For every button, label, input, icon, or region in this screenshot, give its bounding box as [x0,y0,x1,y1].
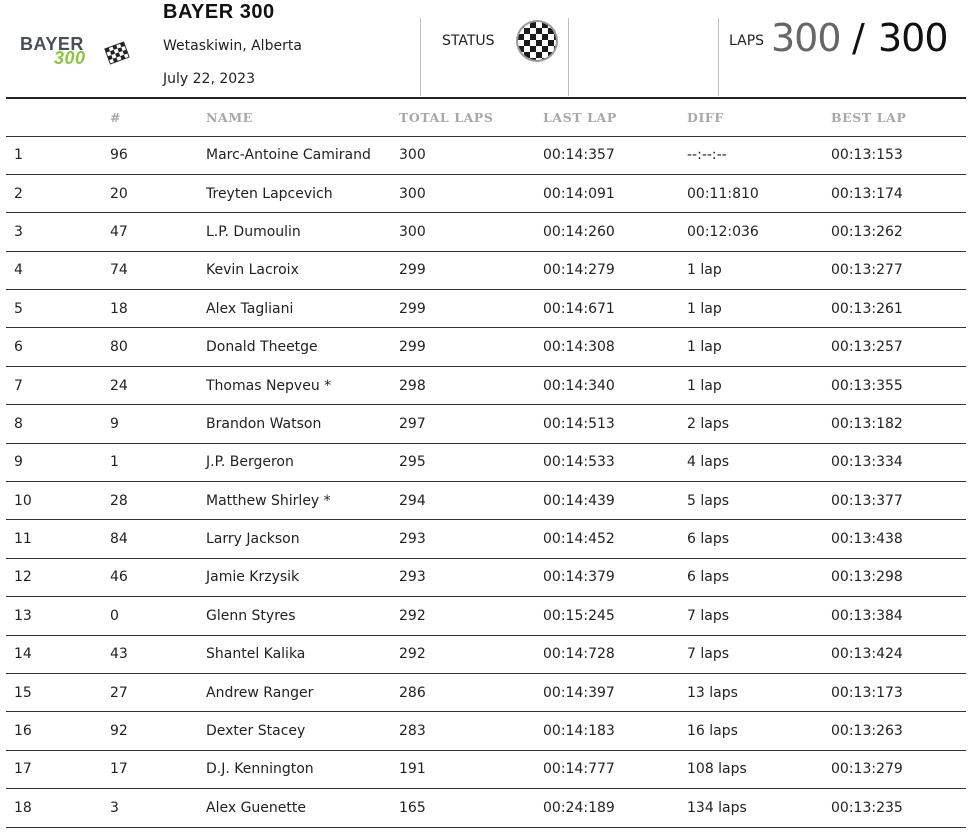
cell-total-laps: 283 [399,712,543,750]
cell-position: 8 [6,405,110,443]
col-header-diff: DIFF [687,99,831,136]
cell-last-lap: 00:15:245 [543,597,687,635]
cell-last-lap: 00:14:513 [543,405,687,443]
cell-driver-name: Larry Jackson [206,520,399,558]
cell-position: 5 [6,290,110,328]
cell-diff: 6 laps [687,520,831,558]
cell-total-laps: 299 [399,328,543,366]
cell-driver-name: Brandon Watson [206,405,399,443]
cell-position: 18 [6,789,110,827]
cell-total-laps: 300 [399,174,543,212]
col-header-name: NAME [206,99,399,136]
cell-best-lap: 00:13:277 [831,251,966,289]
laps-label: LAPS [729,33,765,49]
cell-last-lap: 00:14:091 [543,174,687,212]
table-row [6,136,966,174]
header-divider [568,18,569,96]
cell-diff: 7 laps [687,597,831,635]
col-header-best-lap: BEST LAP [831,99,966,136]
cell-total-laps: 297 [399,405,543,443]
cell-position: 12 [6,558,110,596]
cell-total-laps: 292 [399,597,543,635]
cell-last-lap: 00:14:452 [543,520,687,558]
cell-position: 16 [6,712,110,750]
cell-car-number: 96 [110,136,206,174]
laps-total: 300 [878,16,948,60]
table-row [6,174,966,212]
table-row [6,366,966,404]
cell-total-laps: 191 [399,750,543,788]
cell-last-lap: 00:14:397 [543,673,687,711]
cell-driver-name: Alex Guenette [206,789,399,827]
cell-best-lap: 00:13:263 [831,712,966,750]
cell-last-lap: 00:14:340 [543,366,687,404]
table-row [6,482,966,520]
cell-car-number: 17 [110,750,206,788]
cell-car-number: 74 [110,251,206,289]
cell-position: 9 [6,443,110,481]
cell-best-lap: 00:13:384 [831,597,966,635]
cell-diff: 6 laps [687,558,831,596]
cell-diff: 2 laps [687,405,831,443]
table-row [6,213,966,251]
cell-car-number: 80 [110,328,206,366]
cell-position: 2 [6,174,110,212]
cell-total-laps: 295 [399,443,543,481]
cell-position: 6 [6,328,110,366]
table-row [6,558,966,596]
header-divider [420,18,421,96]
race-header [0,0,968,97]
cell-car-number: 84 [110,520,206,558]
cell-driver-name: D.J. Kennington [206,750,399,788]
table-row [6,290,966,328]
cell-position: 10 [6,482,110,520]
cell-diff: 00:11:810 [687,174,831,212]
cell-car-number: 47 [110,213,206,251]
cell-car-number: 1 [110,443,206,481]
cell-diff: 4 laps [687,443,831,481]
cell-car-number: 9 [110,405,206,443]
cell-diff: 1 lap [687,251,831,289]
cell-best-lap: 00:13:173 [831,673,966,711]
table-row [6,597,966,635]
cell-diff: 16 laps [687,712,831,750]
cell-position: 3 [6,213,110,251]
cell-last-lap: 00:14:533 [543,443,687,481]
cell-position: 11 [6,520,110,558]
cell-diff: 1 lap [687,290,831,328]
cell-best-lap: 00:13:438 [831,520,966,558]
cell-car-number: 24 [110,366,206,404]
col-header-total-laps: TOTAL LAPS [399,99,543,136]
logo-brand-text: BAYER [20,34,84,54]
cell-best-lap: 00:13:377 [831,482,966,520]
cell-diff: 108 laps [687,750,831,788]
cell-position: 4 [6,251,110,289]
cell-car-number: 3 [110,789,206,827]
cell-last-lap: 00:14:260 [543,213,687,251]
event-title: BAYER 300 [163,1,275,23]
cell-last-lap: 00:14:379 [543,558,687,596]
cell-driver-name: Matthew Shirley * [206,482,399,520]
bayer-300-logo [20,34,132,74]
cell-driver-name: Treyten Lapcevich [206,174,399,212]
cell-diff: 134 laps [687,789,831,827]
cell-best-lap: 00:13:355 [831,366,966,404]
cell-best-lap: 00:13:235 [831,789,966,827]
table-row [6,251,966,289]
cell-total-laps: 298 [399,366,543,404]
cell-car-number: 28 [110,482,206,520]
cell-total-laps: 299 [399,290,543,328]
cell-total-laps: 286 [399,673,543,711]
cell-total-laps: 293 [399,520,543,558]
cell-position: 7 [6,366,110,404]
laps-separator: / [852,16,865,60]
cell-diff: --:--:-- [687,136,831,174]
logo-number-text: 300 [54,48,86,68]
cell-position: 17 [6,750,110,788]
cell-best-lap: 00:13:262 [831,213,966,251]
table-row [6,635,966,673]
table-row [6,712,966,750]
cell-last-lap: 00:14:777 [543,750,687,788]
cell-diff: 5 laps [687,482,831,520]
checkered-flag-icon [515,19,559,63]
col-header-car-number: # [110,99,206,136]
cell-total-laps: 165 [399,789,543,827]
table-row [6,520,966,558]
status-label: STATUS [442,33,495,49]
cell-total-laps: 299 [399,251,543,289]
cell-car-number: 92 [110,712,206,750]
cell-best-lap: 00:13:174 [831,174,966,212]
cell-position: 13 [6,597,110,635]
event-location: Wetaskiwin, Alberta [163,38,302,54]
cell-diff: 1 lap [687,366,831,404]
cell-position: 14 [6,635,110,673]
results-table [6,99,966,828]
results-body [6,136,966,827]
cell-diff: 1 lap [687,328,831,366]
cell-driver-name: Glenn Styres [206,597,399,635]
cell-position: 15 [6,673,110,711]
cell-best-lap: 00:13:424 [831,635,966,673]
laps-current: 300 [771,16,841,60]
cell-position: 1 [6,136,110,174]
cell-last-lap: 00:14:308 [543,328,687,366]
cell-car-number: 27 [110,673,206,711]
cell-driver-name: Shantel Kalika [206,635,399,673]
table-row [6,405,966,443]
cell-total-laps: 293 [399,558,543,596]
cell-last-lap: 00:14:183 [543,712,687,750]
cell-driver-name: L.P. Dumoulin [206,213,399,251]
header-divider [718,18,719,96]
cell-last-lap: 00:14:439 [543,482,687,520]
cell-last-lap: 00:14:357 [543,136,687,174]
cell-last-lap: 00:14:279 [543,251,687,289]
cell-best-lap: 00:13:257 [831,328,966,366]
col-header-last-lap: LAST LAP [543,99,687,136]
cell-best-lap: 00:13:261 [831,290,966,328]
cell-driver-name: Jamie Krzysik [206,558,399,596]
cell-driver-name: Alex Tagliani [206,290,399,328]
cell-total-laps: 294 [399,482,543,520]
cell-last-lap: 00:24:189 [543,789,687,827]
table-row [6,750,966,788]
table-row [6,443,966,481]
cell-driver-name: Marc-Antoine Camirand [206,136,399,174]
cell-driver-name: Andrew Ranger [206,673,399,711]
logo-checkered-flag-icon [104,40,130,66]
cell-total-laps: 300 [399,136,543,174]
cell-driver-name: Thomas Nepveu * [206,366,399,404]
table-row [6,789,966,827]
cell-diff: 13 laps [687,673,831,711]
cell-best-lap: 00:13:279 [831,750,966,788]
table-row [6,328,966,366]
cell-best-lap: 00:13:298 [831,558,966,596]
cell-car-number: 46 [110,558,206,596]
cell-total-laps: 292 [399,635,543,673]
table-row [6,673,966,711]
cell-best-lap: 00:13:334 [831,443,966,481]
cell-best-lap: 00:13:153 [831,136,966,174]
cell-last-lap: 00:14:671 [543,290,687,328]
table-header-row [6,99,966,136]
cell-diff: 00:12:036 [687,213,831,251]
cell-car-number: 18 [110,290,206,328]
cell-best-lap: 00:13:182 [831,405,966,443]
cell-car-number: 0 [110,597,206,635]
col-header-position [6,99,110,136]
cell-driver-name: Donald Theetge [206,328,399,366]
cell-driver-name: J.P. Bergeron [206,443,399,481]
cell-car-number: 20 [110,174,206,212]
cell-total-laps: 300 [399,213,543,251]
cell-last-lap: 00:14:728 [543,635,687,673]
cell-car-number: 43 [110,635,206,673]
cell-driver-name: Kevin Lacroix [206,251,399,289]
event-date: July 22, 2023 [163,71,255,87]
cell-driver-name: Dexter Stacey [206,712,399,750]
cell-diff: 7 laps [687,635,831,673]
